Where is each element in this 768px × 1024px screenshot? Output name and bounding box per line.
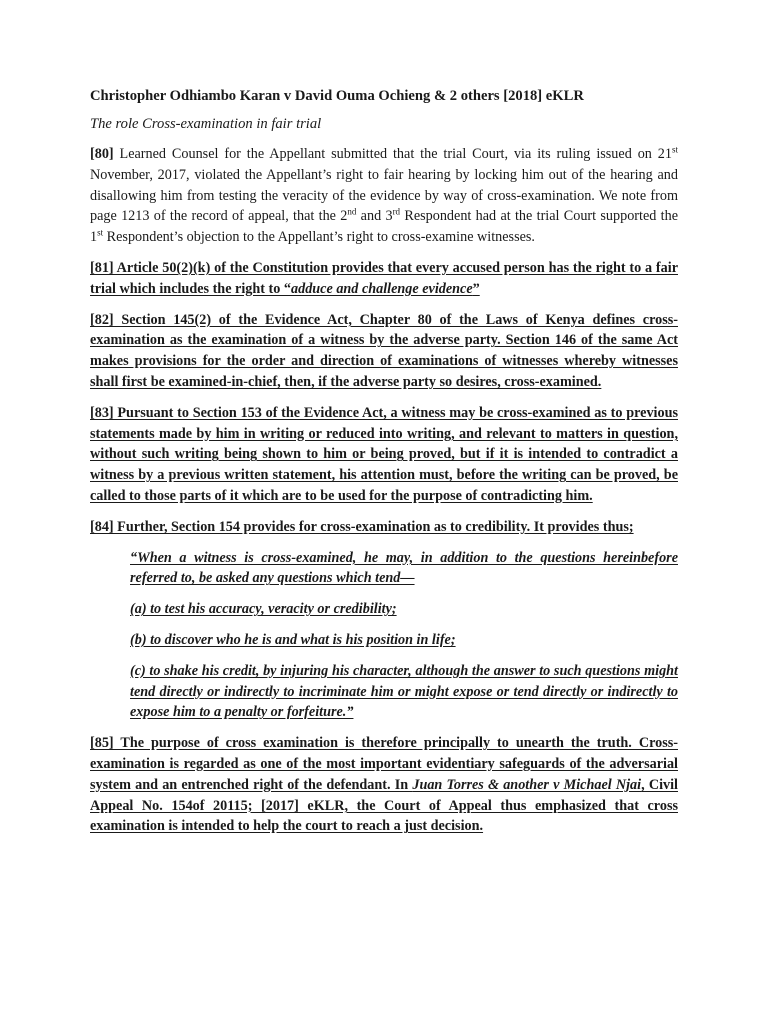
paragraph-84: [84] Further, Section 154 provides for cross-examination as to credibility. It provides thus; xyxy=(90,518,634,535)
paragraph-83: [83] Pursuant to Section 153 of the Evidence Act, a witness may be cross-examined as to previous statements made by him in writing or reduced into writing, and relevant to matters in question, without such writing being shown to him or being proved, but if it is intended to contradict a witness by a previous written statement, his attention must, before the writing can be proved, be called to those parts of it which are to be used for the purpose of contradicting him. xyxy=(90,404,678,504)
quote-item-c: (c) to shake his credit, by injuring his character, although the answer to such questions might tend directly or indirectly to incriminate him or might expose or tend directly or indirectly to expose him to a penalty or forfeiture.” xyxy=(130,662,678,721)
case-title: Christopher Odhiambo Karan v David Ouma Ochieng & 2 others [2018] eKLR xyxy=(90,88,584,104)
quote-intro: “When a witness is cross-examined, he may, in addition to the questions hereinbefore referred to, be asked any questions which tend— xyxy=(130,549,678,587)
paragraph-82: [82] Section 145(2) of the Evidence Act, Chapter 80 of the Laws of Kenya defines cross-examination as the examination of a witness by the adverse party. Section 146 of the same Act makes provisions for the order and direction of examinations of witnesses whereby witnesses shall first be examined-in-chief, then, if the adverse party so desires, cross-examined. xyxy=(90,311,678,390)
quote-item-b: (b) to discover who he is and what is his position in life; xyxy=(130,631,456,648)
paragraph-number: [80] xyxy=(90,146,114,162)
quote-item-a: (a) to test his accuracy, veracity or credibility; xyxy=(130,601,397,618)
section-subtitle: The role Cross-examination in fair trial xyxy=(90,116,322,132)
paragraph-80: [80] Learned Counsel for the Appellant submitted that the trial Court, via its ruling issued on 21st November, 2017, violated the Appellant’s right to fair hearing by locking him out of the hearing and disallowing him from testing the veracity of the evidence by way of cross-examination. We note from page 1213 of the record of appeal, that the 2nd and 3rd Respondent had at the trial Court supported the 1st Respondent’s objection to the Appellant’s right to cross-examine witnesses. xyxy=(90,144,678,246)
paragraph-81: [81] Article 50(2)(k) of the Constitution provides that every accused person has the right to a fair trial which includes the right to “adduce and challenge evidence” xyxy=(90,259,678,297)
statutory-quote xyxy=(130,548,678,724)
paragraph-85: [85] The purpose of cross examination is therefore principally to unearth the truth. Cross-examination is regarded as one of the most important evidentiary safeguards of the adversarial system and an entrenched right of the defendant. In Juan Torres & another v Michael Njai, Civil Appeal No. 154of 20115; [2017] eKLR, the Court of Appeal thus emphasized that cross examination is intended to help the court to reach a just decision. xyxy=(90,735,678,835)
